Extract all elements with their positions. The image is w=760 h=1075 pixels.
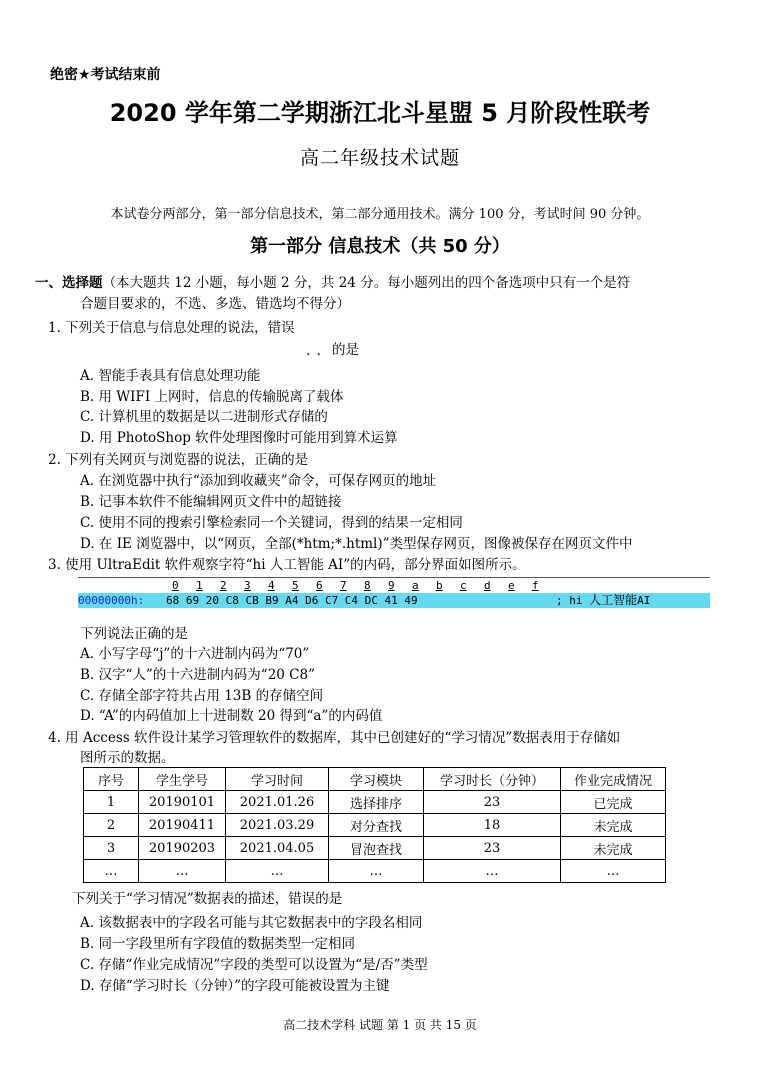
q3-prompt: 下列说法正确的是 [80, 626, 188, 642]
hex-col: 1 [196, 579, 203, 592]
q4-stem-1: 4. 用 Access 软件设计某学习管理软件的数据库，其中已创建好的“学习情况”数据表用于存储如 [48, 730, 621, 746]
table-cell: … [84, 860, 139, 883]
section-heading [35, 271, 630, 291]
column-header: 作业完成情况 [561, 768, 666, 791]
q1-emphasis-dots: .. [306, 343, 327, 359]
confidential-label: 绝密★考试结束前 [50, 67, 161, 83]
hex-col: a [412, 579, 419, 592]
q3-option-b: B. 汉字“人”的十六进制内码为“20 C8” [80, 667, 315, 683]
hex-col: 6 [316, 579, 323, 592]
table-cell: 1 [84, 791, 139, 814]
q1-stem-end: 的是 [332, 342, 359, 358]
q3-stem: 3. 使用 UltraEdit 软件观察字符“hi 人工智能 AI”的内码，部分界面如图所示。 [48, 557, 526, 573]
table-cell: 已完成 [561, 791, 666, 814]
hex-col: d [484, 579, 491, 592]
hex-bytes: 68 69 20 C8 CB B9 A4 D6 C7 C4 DC 41 49 [166, 594, 418, 607]
hex-col: 2 [220, 579, 227, 592]
table-cell: 对分查找 [329, 814, 424, 837]
table-cell: … [329, 860, 424, 883]
hex-col: f [532, 579, 539, 592]
study-record-table [83, 767, 666, 883]
hex-data-row [78, 593, 710, 608]
section-label: 一、选择题 [35, 275, 103, 291]
q2-stem: 2. 下列有关网页与浏览器的说法，正确的是 [48, 452, 309, 468]
table-row [84, 837, 666, 860]
q2-option-a: A. 在浏览器中执行“添加到收藏夹”命令，可保存网页的地址 [80, 473, 437, 489]
column-header: 学生学号 [139, 768, 226, 791]
hex-text [556, 593, 650, 608]
q4-option-a: A. 该数据表中的字段名可能与其它数据表中的字段名相同 [80, 915, 423, 931]
column-header: 序号 [84, 768, 139, 791]
hex-col: 7 [340, 579, 347, 592]
table-row [84, 860, 666, 883]
hex-text-prefix: ; hi [556, 594, 590, 607]
part-heading: 第一部分 信息技术（共 50 分） [250, 236, 510, 257]
q4-option-b: B. 同一字段里所有字段值的数据类型一定相同 [80, 936, 356, 952]
table-cell: 选择排序 [329, 791, 424, 814]
hex-col: 5 [292, 579, 299, 592]
hex-offset: 00000000h: [78, 594, 145, 607]
q1-option-c: C. 计算机里的数据是以二进制形式存储的 [80, 409, 328, 425]
q4-stem-2: 图所示的数据。 [80, 750, 175, 766]
q3-option-d: D. “A”的内码值加上十进制数 20 得到“a”的内码值 [80, 708, 383, 724]
table-row [84, 814, 666, 837]
table-cell: … [561, 860, 666, 883]
table-header-row [84, 768, 666, 791]
q2-option-b: B. 记事本软件不能编辑网页文件中的超链接 [80, 494, 342, 510]
q1-option-b: B. 用 WIFI 上网时，信息的传输脱离了载体 [80, 389, 344, 405]
hex-col: b [436, 579, 443, 592]
exam-intro: 本试卷分两部分，第一部分信息技术，第二部分通用技术。满分 100 分，考试时间 90 分钟。 [110, 207, 650, 222]
table-cell: 冒泡查找 [329, 837, 424, 860]
table-cell: 未完成 [561, 837, 666, 860]
q4-option-c: C. 存储“作业完成情况”字段的类型可以设置为“是/否”类型 [80, 957, 428, 973]
table-cell: 未完成 [561, 814, 666, 837]
column-header: 学习时长（分钟） [424, 768, 561, 791]
table-cell: 2021.04.05 [226, 837, 329, 860]
q4-prompt: 下列关于“学习情况”数据表的描述，错误的是 [72, 891, 343, 907]
page-footer: 高二技术学科 试题 第 1 页 共 15 页 [283, 1018, 477, 1032]
hex-editor-panel [78, 577, 710, 609]
hex-column-header [78, 577, 710, 594]
q2-option-c: C. 使用不同的搜索引擎检索同一个关键词，得到的结果一定相同 [80, 515, 463, 531]
table-cell: 2021.01.26 [226, 791, 329, 814]
table-cell: 2 [84, 814, 139, 837]
hex-col: c [460, 579, 467, 592]
hex-col: 4 [268, 579, 275, 592]
table-row [84, 791, 666, 814]
q3-option-c: C. 存储全部字符共占用 13B 的存储空间 [80, 688, 324, 704]
hex-text-cn: 人工智能 [589, 593, 638, 607]
table-cell: 23 [424, 791, 561, 814]
section-desc-1: （本大题共 12 小题，每小题 2 分，共 24 分。每小题列出的四个备选项中只有一个是符 [102, 275, 631, 291]
section-desc-2: 合题目要求的，不选、多选、错选均不得分） [80, 296, 350, 312]
table-cell: 2021.03.29 [226, 814, 329, 837]
hex-text-suffix: AI [637, 594, 651, 607]
table-cell: … [139, 860, 226, 883]
q3-option-a: A. 小写字母“j”的十六进制内码为“70” [80, 646, 310, 662]
q1-stem: 1. 下列关于信息与信息处理的说法，错误 [48, 320, 295, 336]
column-header: 学习时间 [226, 768, 329, 791]
table-cell: 20190101 [139, 791, 226, 814]
table-cell: 18 [424, 814, 561, 837]
q2-option-d: D. 在 IE 浏览器中，以“网页，全部(*htm;*.html)”类型保存网页，图像被保存在网页文件中 [80, 536, 633, 552]
table-cell: 3 [84, 837, 139, 860]
q1-option-a: A. 智能手表具有信息处理功能 [80, 368, 261, 384]
exam-subtitle: 高二年级技术试题 [299, 147, 460, 169]
hex-col: e [508, 579, 515, 592]
q1-option-d: D. 用 PhotoShop 软件处理图像时可能用到算术运算 [80, 430, 398, 446]
q4-option-d: D. 存储“学习时长（分钟）”的字段可能被设置为主键 [80, 978, 390, 994]
hex-col: 3 [244, 579, 251, 592]
table-cell: … [424, 860, 561, 883]
table-cell: 20190203 [139, 837, 226, 860]
hex-col: 8 [364, 579, 371, 592]
table-cell: 20190411 [139, 814, 226, 837]
hex-col: 0 [172, 579, 179, 592]
table-cell: 23 [424, 837, 561, 860]
column-header: 学习模块 [329, 768, 424, 791]
table-cell: … [226, 860, 329, 883]
hex-col: 9 [388, 579, 395, 592]
exam-title: 2020 学年第二学期浙江北斗星盟 5 月阶段性联考 [109, 99, 651, 127]
